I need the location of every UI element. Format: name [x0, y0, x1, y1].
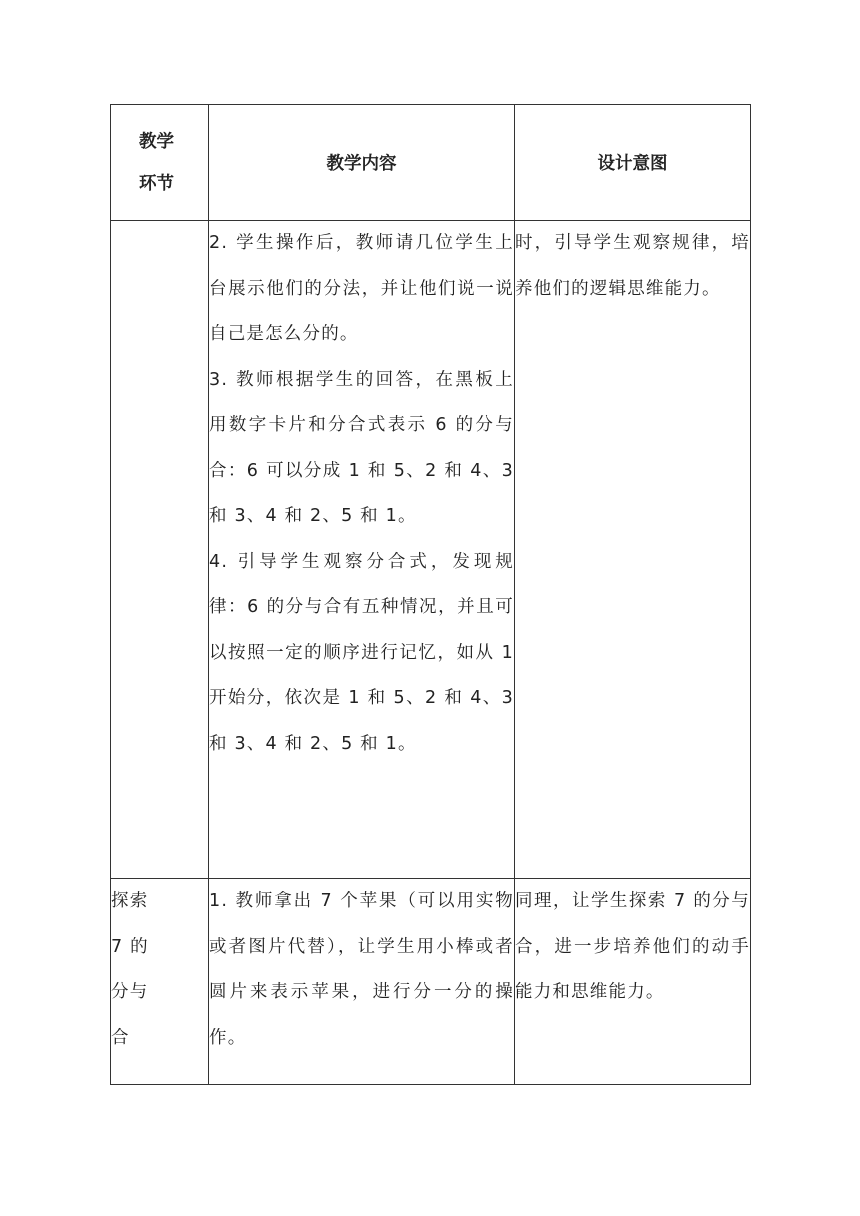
stage-cell — [111, 879, 209, 1085]
stage-cell — [111, 221, 209, 879]
header-stage-line2: 环节 — [139, 173, 174, 194]
content-paragraph: 1. 教师拿出 7 个苹果（可以用实物或者图片代替），让学生用小棒或者圆片来表示苹果，进行分一分的操作。 — [209, 891, 514, 1048]
stage-line: 分与 — [111, 982, 149, 1002]
intent-paragraph: 同理，让学生探索 7 的分与合，进一步培养他们的动手能力和思维能力。 — [515, 891, 750, 1002]
intent-paragraph: 时，引导学生观察规律，培养他们的逻辑思维能力。 — [515, 233, 750, 299]
header-stage-line1: 教学 — [139, 131, 174, 152]
stage-line: 合 — [111, 1027, 130, 1048]
header-intent: 设计意图 — [515, 105, 751, 221]
content-cell — [209, 221, 515, 879]
content-paragraph: 4. 引导学生观察分合式，发现规律：6 的分与合有五种情况，并且可以按照一定的顺序进行记忆，如从 1 开始分，依次是 1 和 5、2 和 4、3 和 3、4 和 2、5 和 1。 — [209, 551, 514, 754]
lesson-plan-table — [110, 104, 751, 1085]
intent-cell — [515, 221, 751, 879]
header-content: 教学内容 — [209, 105, 515, 221]
content-cell — [209, 879, 515, 1085]
intent-cell — [515, 879, 751, 1085]
stage-line: 探索 — [111, 891, 149, 911]
stage-line: 7 的 — [111, 936, 149, 957]
content-paragraph: 2. 学生操作后，教师请几位学生上台展示他们的分法，并让他们说一说自己是怎么分的。 — [209, 233, 514, 344]
table-row — [111, 879, 751, 1085]
table-header-row — [111, 105, 751, 221]
content-paragraph: 3. 教师根据学生的回答，在黑板上用数字卡片和分合式表示 6 的分与合：6 可以分成 1 和 5、2 和 4、3 和 3、4 和 2、5 和 1。 — [209, 369, 514, 526]
table-row — [111, 221, 751, 879]
header-stage — [111, 105, 209, 221]
